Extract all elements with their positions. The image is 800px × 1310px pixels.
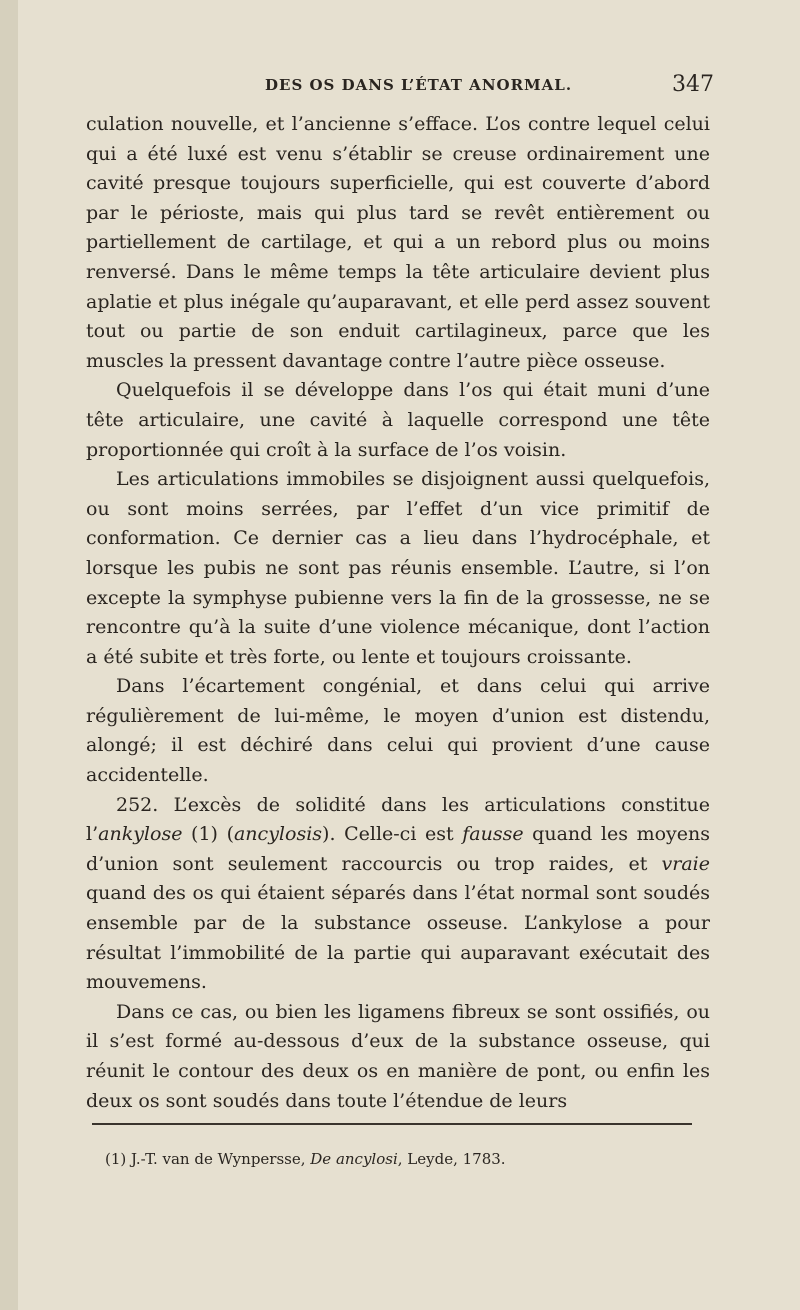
footnote-rule <box>92 1123 692 1125</box>
footnote-rest: , Leyde, 1783. <box>397 1150 506 1168</box>
running-head-title: DES OS DANS L’ÉTAT ANORMAL. <box>265 76 573 94</box>
p5-text-i: quand des os qui étaient séparés dans l’état normal sont soudés ensemble par de la substance osseuse. L’ankylose a pour résultat l’immobilité de la partie qui auparavant exécutait des mouvemens. <box>86 882 710 994</box>
scan-edge <box>0 0 18 1310</box>
term-vraie: vraie <box>661 852 710 875</box>
paragraph-5 <box>86 791 710 998</box>
term-ancylosis: ancylosis <box>233 823 323 846</box>
footnote <box>105 1150 506 1168</box>
term-fausse: fausse <box>462 823 524 846</box>
footnote-marker: (1) J.-T. van de Wynpersse, <box>105 1150 311 1168</box>
p5-text-e: ). Celle-ci est <box>322 823 463 846</box>
footnote-title: De ancylosi <box>310 1150 398 1168</box>
paragraph-2: Quelquefois il se développe dans l’os qui était muni d’une tête articulaire, une cavité à laquelle correspond une tête proportionnée qui croît à la surface de l’os voisin. <box>86 379 710 461</box>
p5-text-g: quand les moyens d’union sont seulement raccourcis ou trop raides, et <box>86 823 710 875</box>
body-text <box>86 110 710 1116</box>
paragraph-4: Dans l’écartement congénial, et dans celui qui arrive régulièrement de lui-même, le moyen d’union est distendu, alongé; il est déchiré dans celui qui provient d’une cause accidentelle. <box>86 675 710 787</box>
paragraph-1: culation nouvelle, et l’ancienne s’efface. L’os contre lequel celui qui a été luxé est venu s’établir se creuse ordinairement une cavité presque toujours superficielle, qui est couverte d’abord par le périoste, mais qui plus tard se revêt entièrement ou partiellement de cartilage, et qui a un rebord plus ou moins renversé. Dans le même temps la tête articulaire devient plus aplatie et plus inégale qu’auparavant, et elle perd assez souvent tout ou partie de son enduit cartilagineux, parce que les muscles la pressent davantage contre l’autre pièce osseuse. <box>86 113 710 372</box>
running-head <box>0 72 800 102</box>
page-number: 347 <box>672 72 714 97</box>
term-ankylose: ankylose <box>98 823 183 846</box>
paragraph-6: Dans ce cas, ou bien les ligamens fibreux se sont ossifiés, ou il s’est formé au-dessous d’eux de la substance osseuse, qui réunit le contour des deux os en manière de pont, ou enfin les deux os sont soudés dans toute l’étendue de leurs <box>86 1000 710 1112</box>
p5-text-a: 252. L’excès de solidité dans les articulations constitue l’ <box>86 793 710 846</box>
p5-text-c: (1) ( <box>182 823 234 846</box>
paragraph-3: Les articulations immobiles se disjoignent aussi quelquefois, ou sont moins serrées, par l’effet d’un vice primitif de conformation. Ce dernier cas a lieu dans l’hydrocéphale, et lorsque les pubis ne sont pas réunis ensemble. L’autre, si l’on excepte la symphyse pubienne vers la fin de la grossesse, ne se rencontre qu’à la suite d’une violence mécanique, dont l’action a été subite et très forte, ou lente et toujours croissante. <box>86 468 710 668</box>
